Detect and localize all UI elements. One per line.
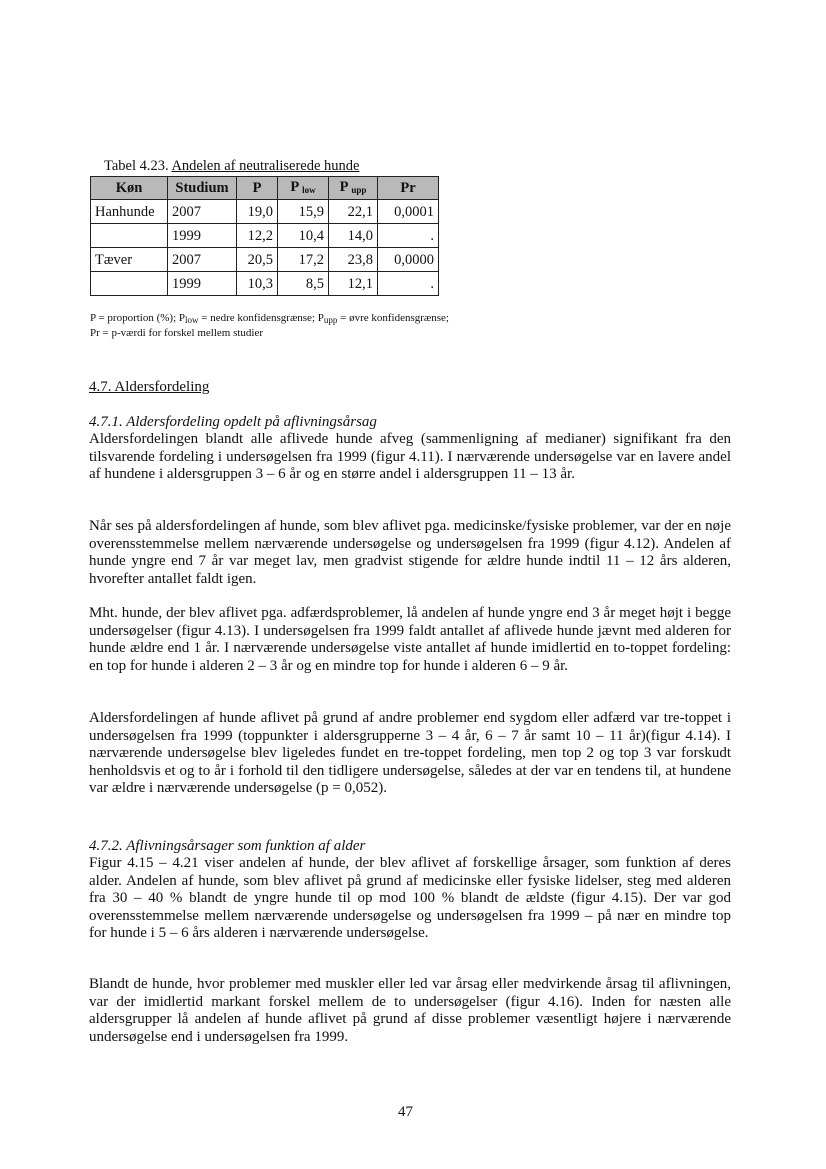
table-header-row [91, 177, 439, 200]
cell-plow: 15,9 [278, 200, 329, 224]
cell-pupp: 23,8 [329, 248, 378, 272]
cell-p: 10,3 [237, 272, 278, 296]
cell-p: 20,5 [237, 248, 278, 272]
header-plow-main: P [290, 178, 299, 195]
cell-plow: 10,4 [278, 224, 329, 248]
cell-pr: 0,0001 [378, 200, 439, 224]
cell-kon: Hanhunde [91, 200, 168, 224]
header-pupp [329, 177, 378, 200]
cell-kon: Tæver [91, 248, 168, 272]
cell-studium: 1999 [168, 224, 237, 248]
section-heading: 4.7. Aldersfordeling [89, 379, 210, 395]
table-row [91, 200, 439, 224]
cell-pupp: 22,1 [329, 200, 378, 224]
paragraph-6: Blandt de hunde, hvor problemer med muskler eller led var årsag eller medvirkende årsag til aflivningen, var der imidlertid markant forskel mellem de to undersøgelser (figur 4.16). Inden for næsten alle aldersgrupper lå andelen af hunde aflivet på grund af disse problemer væsentligt højere i nærværende undersøgelse end i undersøgelsen fra 1999. [89, 976, 731, 1045]
cell-pr: . [378, 224, 439, 248]
header-studium: Studium [168, 177, 237, 200]
header-kon: Køn [91, 177, 168, 200]
footnote-sub-upp: upp [323, 315, 338, 325]
header-pupp-sub: upp [351, 184, 367, 195]
table-footnote [90, 312, 450, 340]
cell-studium: 2007 [168, 200, 237, 224]
subsection-heading-471: 4.7.1. Aldersfordeling opdelt på aflivningsårsag [89, 414, 377, 430]
footnote-text: P = proportion (%); P [90, 312, 186, 324]
paragraph-4: Aldersfordelingen af hunde aflivet på grund af andre problemer end sygdom eller adfærd var tre-toppet i undersøgelsen fra 1999 (toppunkter i aldersgrupperne 3 – 4 år, 6 – 7 år samt 10 – 11 år)(figur 4.14). I nærværende undersøgelse blev ligeledes fundet en tre-toppet fordeling, men top 2 og top 3 var forskudt henholdsvis et og to år i forhold til den tidligere undersøgelse, således at der var en tendens til, at hundene var ældre i nærværende undersøgelse (p = 0,052). [89, 710, 731, 796]
paragraph-1: Aldersfordelingen blandt alle aflivede hunde afveg (sammenligning af medianer) signifikant fra den tilsvarende fordeling i undersøgelsen fra 1999 (figur 4.11). I nærværende undersøgelse var en lavere andel af hundene i aldersgruppen 3 – 6 år og en større andel i aldersgruppen 11 – 13 år. [89, 431, 731, 482]
table-row [91, 272, 439, 296]
cell-kon [91, 224, 168, 248]
cell-p: 19,0 [237, 200, 278, 224]
cell-pupp: 12,1 [329, 272, 378, 296]
cell-pupp: 14,0 [329, 224, 378, 248]
header-plow [278, 177, 329, 200]
table-row [91, 224, 439, 248]
cell-p: 12,2 [237, 224, 278, 248]
neutralization-table [90, 176, 439, 296]
cell-studium: 2007 [168, 248, 237, 272]
header-pupp-main: P [339, 178, 348, 195]
cell-studium: 1999 [168, 272, 237, 296]
table-caption-title: Andelen af neutraliserede hunde [171, 158, 360, 174]
subsection-heading-472: 4.7.2. Aflivningsårsager som funktion af alder [89, 838, 366, 854]
header-plow-sub: low [302, 184, 316, 195]
paragraph-2: Når ses på aldersfordelingen af hunde, som blev aflivet pga. medicinske/fysiske problemer, var der en nøje overensstemmelse mellem nærværende undersøgelse og undersøgelsen fra 1999 (figur 4.12). Andelen af hunde yngre end 7 år var meget lav, men gradvist stigende for ældre hunde indtil 11 – 12 års alderen, hvorefter antallet faldt igen. [89, 518, 731, 587]
cell-pr: 0,0000 [378, 248, 439, 272]
footnote-text: = nedre konfidensgrænse; P [198, 312, 324, 324]
cell-plow: 17,2 [278, 248, 329, 272]
cell-kon [91, 272, 168, 296]
cell-plow: 8,5 [278, 272, 329, 296]
table-row [91, 248, 439, 272]
header-pr: Pr [378, 177, 439, 200]
table-caption-prefix: Tabel 4.23. [104, 158, 172, 174]
paragraph-3: Mht. hunde, der blev aflivet pga. adfærdsproblemer, lå andelen af hunde yngre end 3 år meget højt i begge undersøgelser (figur 4.13). I undersøgelsen fra 1999 faldt antallet af aflivede hunde jævnt med alderen for hunde ældre end 1 år. I nærværende undersøgelse viste antallet af hunde imidlertid en to-toppet fordeling: en top for hunde i alderen 2 – 3 år og en mindre top for hunde i alderen 6 – 9 år. [89, 605, 731, 674]
footnote-text: = øvre konfidensgrænse; Pr = p-værdi for forskel mellem studier [90, 312, 449, 339]
paragraph-5: Figur 4.15 – 4.21 viser andelen af hunde, der blev aflivet af forskellige årsager, som funktion af deres alder. Andelen af hunde, som blev aflivet på grund af medicinske eller fysiske lidelser, steg med alderen fra 30 – 40 % blandt de yngre hunde til op mod 100 % blandt de ældste (figur 4.15). Der var god overensstemmelse mellem nærværende undersøgelse og undersøgelsen fra 1999 – på nær en mindre top for hunde i 5 – 6 års alderen i nærværende undersøgelse. [89, 855, 731, 941]
page-number: 47 [398, 1104, 413, 1120]
header-p: P [237, 177, 278, 200]
table-caption [104, 158, 359, 174]
cell-pr: . [378, 272, 439, 296]
footnote-sub-low: low [185, 315, 199, 325]
